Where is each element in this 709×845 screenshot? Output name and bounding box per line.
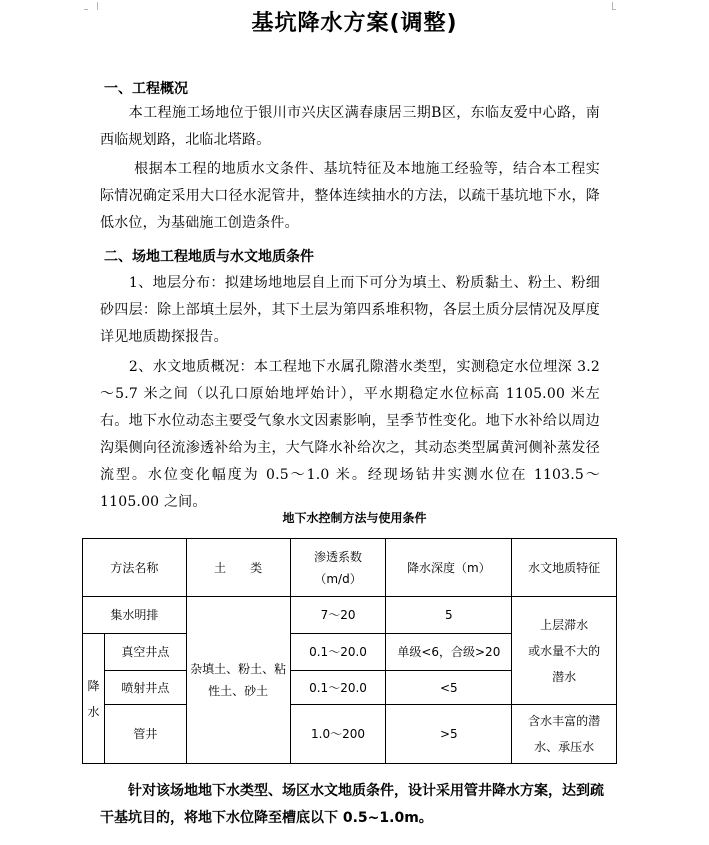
header-method: 方法名称: [83, 539, 187, 597]
cell-group-label: [83, 634, 105, 764]
feature-bottom-line-1: 含水丰富的潜: [528, 714, 601, 728]
header-feature: 水文地质特征: [512, 539, 617, 597]
cell-method-guanjing: 管井: [104, 705, 186, 764]
group-label-char-2: 水: [87, 704, 100, 719]
section1-paragraph-1: 本工程施工场地位于银川市兴庆区满春康居三期B区，东临友爱中心路，南西临规划路，北临北塔路。: [100, 105, 600, 148]
header-permeability-line2: （m/d）: [314, 571, 362, 586]
cell-method-jishui: 集水明排: [83, 597, 187, 634]
groundwater-control-table: [82, 538, 617, 764]
section2-heading: 二、场地工程地质与水文地质条件: [104, 249, 314, 265]
table-caption: 地下水控制方法与使用条件: [282, 511, 427, 525]
cell-perm-guanjing: 1.0～200: [290, 705, 386, 764]
cell-depth-jishui: 5: [386, 597, 512, 634]
feature-top-line-3: 潜水: [552, 669, 577, 684]
cell-depth-guanjing: >5: [386, 705, 512, 764]
cell-depth-penshe: <5: [386, 671, 512, 705]
cell-perm-jishui: 7～20: [290, 597, 386, 634]
table-row: [83, 597, 617, 634]
feature-top-line-1: 上层滞水: [540, 617, 589, 632]
cell-feature-top: [512, 597, 617, 705]
cell-feature-bottom: [512, 705, 617, 764]
cell-method-zhenkong: 真空井点: [104, 634, 186, 671]
document-title: 基坑降水方案(调整): [251, 11, 458, 36]
cell-perm-penshe: 0.1～20.0: [290, 671, 386, 705]
table-header-row: [83, 539, 617, 597]
cell-soil-types: [186, 597, 290, 764]
header-soil: 土 类: [186, 539, 290, 597]
cell-method-penshe: 喷射井点: [104, 671, 186, 705]
section2-paragraph-2: 2、水文地质概况：本工程地下水属孔隙潜水类型，实测稳定水位埋深 3.2～5.7 米之间（以孔口原始地坪始计），平水期稳定水位标高 1105.00 米左右。地下水位动态主要受气象水文因素影响，呈季节性变化。地下水补给以周边沟渠侧向径流渗透补给为主，大气降水补给次之，其动态类型属黄河侧补蒸发径流型。水位变化幅度为 0.5～1.0 米。经现场钻井实测水位在 1103.5～1105.00 之间。: [100, 359, 600, 510]
section1-heading: 一、工程概况: [104, 81, 188, 97]
header-permeability-line1: 渗透系数: [314, 549, 363, 564]
cell-perm-zhenkong: 0.1～20.0: [290, 634, 386, 671]
feature-bottom-line-2: 水、承压水: [534, 740, 595, 754]
cell-depth-zhenkong: 单级<6，合级>20: [386, 634, 512, 671]
group-label-char-1: 降: [87, 678, 100, 693]
soil-line-2: 性土、砂土: [208, 684, 269, 698]
header-depth: 降水深度（m）: [386, 539, 512, 597]
conclusion-paragraph: 针对该场地地下水类型、场区水文地质条件，设计采用管井降水方案，达到疏干基坑目的，将地下水位降至槽底以下 0.5~1.0m。: [100, 783, 604, 826]
header-permeability: [290, 539, 386, 597]
soil-line-1: 杂填土、粉土、粘: [190, 662, 287, 676]
table-row: [83, 705, 617, 764]
feature-top-line-2: 或水量不大的: [528, 643, 601, 658]
section2-paragraph-1: 1、地层分布：拟建场地地层自上而下可分为填土、粉质黏土、粉土、粉细砂四层：除上部填土层外，其下土层为第四系堆积物，各层土质分层情况及厚度详见地质勘探报告。: [100, 275, 600, 345]
section1-paragraph-2: 根据本工程的地质水文条件、基坑特征及本地施工经验等，结合本工程实际情况确定采用大口径水泥管井，整体连续抽水的方法，以疏干基坑地下水，降低水位，为基础施工创造条件。: [100, 161, 600, 231]
